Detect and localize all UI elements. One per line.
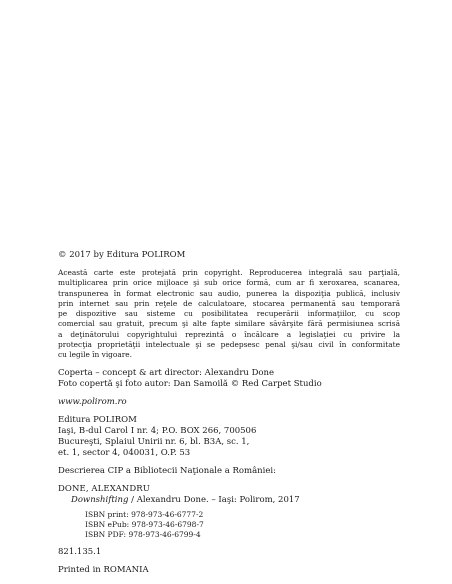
classification-code: 821.135.1 (58, 546, 102, 557)
rights-line: multiplicarea prin orice mijloace şi sub orice formă, cum ar fi xeroxarea, scanarea, (58, 278, 400, 288)
copyright-notice: © 2017 by Editura POLIROM (58, 250, 186, 260)
rights-line: comercial sau gratuit, precum şi alte fapte similare săvârşite fără permisiunea scrisă (58, 319, 400, 329)
rights-line: Această carte este protejată prin copyright. Reproducerea integrală sau parţială, (58, 268, 400, 277)
rights-line: prin internet sau prin reţele de calculatoare, stocarea permanentă sau temporară (58, 298, 400, 308)
isbn-epub: ISBN ePub: 978-973-46-6798-7 (85, 519, 204, 529)
rights-line: a deţinătorului copyrightului reprezintă o încălcare a legislaţiei cu privire la (58, 329, 400, 339)
address-line: Bucureşti, Splaiul Unirii nr. 6, bl. B3A, sc. 1, (58, 436, 250, 447)
book-title: Downshifting (71, 494, 129, 505)
address-line: Iaşi, B-dul Carol I nr. 4; P.O. BOX 266, 700506 (58, 425, 257, 436)
rights-line: cu legile în vigoare. (58, 350, 133, 360)
publisher-address (58, 415, 400, 459)
isbn-pdf: ISBN PDF: 978-973-46-6799-4 (85, 529, 201, 539)
cip-author: DONE, ALEXANDRU (58, 483, 151, 494)
address-line: Editura POLIROM (58, 414, 137, 425)
copyright-page (58, 250, 400, 576)
website-link[interactable]: www.polirom.ro (58, 396, 127, 407)
book-details: / Alexandru Done. – Iaşi: Polirom, 2017 (128, 494, 300, 505)
photo-credit: Foto copertă şi foto autor: Dan Samoilă © Red Carpet Studio (58, 378, 322, 389)
cip-heading: Descrierea CIP a Bibliotecii Naţionale a României: (58, 465, 276, 476)
rights-line: transpunerea în format electronic sau audio, punerea la dispoziţia publică, inclusiv (58, 288, 400, 298)
printed-in: Printed in ROMANIA (58, 564, 149, 575)
isbn-list (58, 510, 400, 540)
rights-line: protecţia proprietăţii intelectuale şi se pedepsesc penal şi/sau civil în conformitate (58, 340, 400, 350)
rights-paragraph (58, 268, 400, 361)
cip-title-line (58, 495, 400, 506)
address-line: et. 1, sector 4, 040031, O.P. 53 (58, 447, 191, 458)
cover-credit: Coperta – concept & art director: Alexandru Done (58, 367, 275, 378)
rights-line: pe dispozitive sau sisteme cu posibilitatea recuperării informaţiilor, cu scop (58, 309, 400, 319)
isbn-print: ISBN print: 978-973-46-6777-2 (85, 509, 204, 519)
